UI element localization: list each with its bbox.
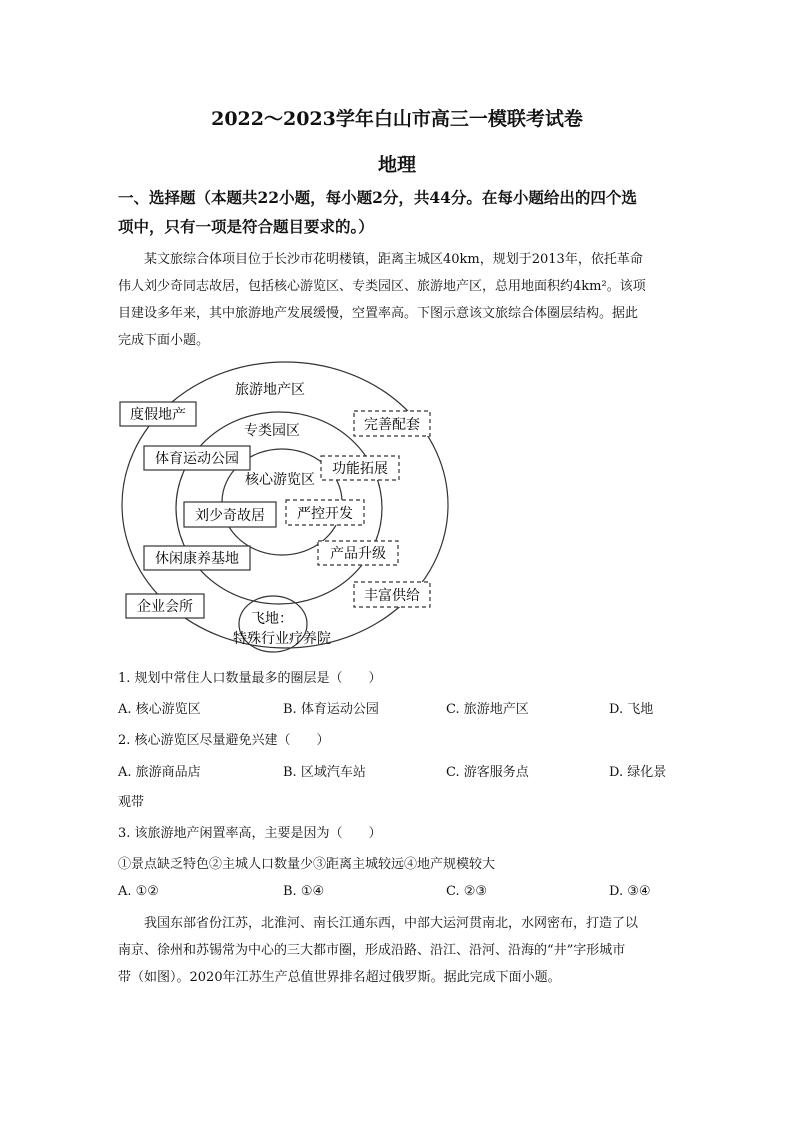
passage-1 [118, 246, 678, 354]
question-3-items: ①景点缺乏特色②主城人口数量少③距离主城较远④地产规模较大 [118, 857, 496, 872]
question-3-option-a[interactable]: A. ①② [118, 884, 159, 899]
svg-text:完善配套: 完善配套 [364, 417, 420, 433]
ring-label-middle: 专类园区 [244, 423, 300, 439]
ring-label-core: 核心游览区 [245, 472, 315, 488]
question-2-option-a[interactable]: A. 旅游商品店 [118, 765, 201, 780]
question-1-option-d[interactable]: D. 飞地 [609, 702, 654, 717]
svg-text:刘少奇故居: 刘少奇故居 [195, 508, 265, 524]
page-title: 2022～2023学年白山市高三一模联考试卷 [211, 108, 583, 130]
passage-1-line3: 目建设多年来，其中旅游地产发展缓慢，空置率高。下图示意该文旅综合体圈层结构。据此 [118, 306, 639, 321]
box-resort-property [120, 402, 196, 426]
question-2-option-d-wrap: 观带 [118, 795, 145, 810]
dashed-box-product-upgrade [318, 541, 398, 565]
ring-structure-diagram [110, 360, 470, 660]
passage-2-line1: 我国东部省份江苏，北淮河、南长江通东西，中部大运河贯南北，水网密布，打造了以 [144, 916, 639, 931]
svg-text:产品升级: 产品升级 [330, 546, 386, 562]
section-heading-line2: 项中，只有一项是符合题目要求的。） [118, 217, 374, 236]
svg-text:体育运动公园: 体育运动公园 [155, 451, 239, 467]
svg-text:度假地产: 度假地产 [130, 407, 186, 423]
question-2-option-b[interactable]: B. 区域汽车站 [283, 765, 366, 780]
passage-1-line1: 某文旅综合体项目位于长沙市花明楼镇，距离主城区40km，规划于2013年，依托革命 [144, 252, 643, 267]
question-1-option-b[interactable]: B. 体育运动公园 [283, 702, 379, 717]
enclave-label-line2: 特殊行业疗养院 [233, 631, 331, 647]
svg-text:休闲康养基地: 休闲康养基地 [155, 551, 239, 567]
question-3-stem: 3. 该旅游地产闲置率高，主要是因为（ ） [118, 826, 382, 841]
section-heading [118, 183, 678, 241]
dashed-box-improve-facilities [354, 411, 430, 436]
svg-text:功能拓展: 功能拓展 [332, 461, 388, 477]
passage-2-line2: 南京、徐州和苏锡常为中心的三大都市圈，形成沿路、沿江、沿河、沿海的“井”字形城市 [118, 943, 626, 958]
passage-1-line4: 完成下面小题。 [118, 333, 210, 348]
section-heading-line1: 一、选择题（本题共22小题，每小题2分，共44分。在每小题给出的四个选 [118, 188, 637, 207]
ring-label-outer: 旅游地产区 [235, 382, 305, 398]
question-1-stem: 1. 规划中常住人口数量最多的圈层是（ ） [118, 671, 382, 686]
subject-title: 地理 [377, 154, 416, 176]
question-2-option-d[interactable]: D. 绿化景 [609, 765, 667, 780]
box-former-residence [184, 502, 276, 527]
question-2-option-c[interactable]: C. 游客服务点 [446, 765, 529, 780]
box-wellness-base [144, 546, 250, 570]
question-3-option-b[interactable]: B. ①④ [283, 884, 325, 899]
svg-text:企业会所: 企业会所 [137, 599, 193, 615]
passage-1-line2: 伟人刘少奇同志故居，包括核心游览区、专类园区、旅游地产区，总用地面积约4km²。该项 [118, 279, 646, 294]
svg-text:严控开发: 严控开发 [297, 506, 353, 522]
question-1-option-c[interactable]: C. 旅游地产区 [446, 702, 529, 717]
dashed-box-function-expansion [321, 456, 399, 480]
dashed-box-enrich-supply [354, 582, 430, 607]
question-3-option-c[interactable]: C. ②③ [446, 884, 488, 899]
question-3-option-d[interactable]: D. ③④ [609, 884, 651, 899]
enclave-label-line1: 飞地： [251, 611, 293, 627]
question-2-stem: 2. 核心游览区尽量避免兴建（ ） [118, 733, 330, 748]
dashed-box-strict-development-control [286, 500, 364, 525]
passage-2-line3: 带（如图）。2020年江苏生产总值世界排名超过俄罗斯。据此完成下面小题。 [118, 970, 561, 985]
svg-text:丰富供给: 丰富供给 [364, 588, 420, 604]
box-sports-park [144, 446, 250, 470]
box-corporate-club [126, 594, 204, 618]
question-1-option-a[interactable]: A. 核心游览区 [118, 702, 201, 717]
passage-2 [118, 910, 678, 991]
